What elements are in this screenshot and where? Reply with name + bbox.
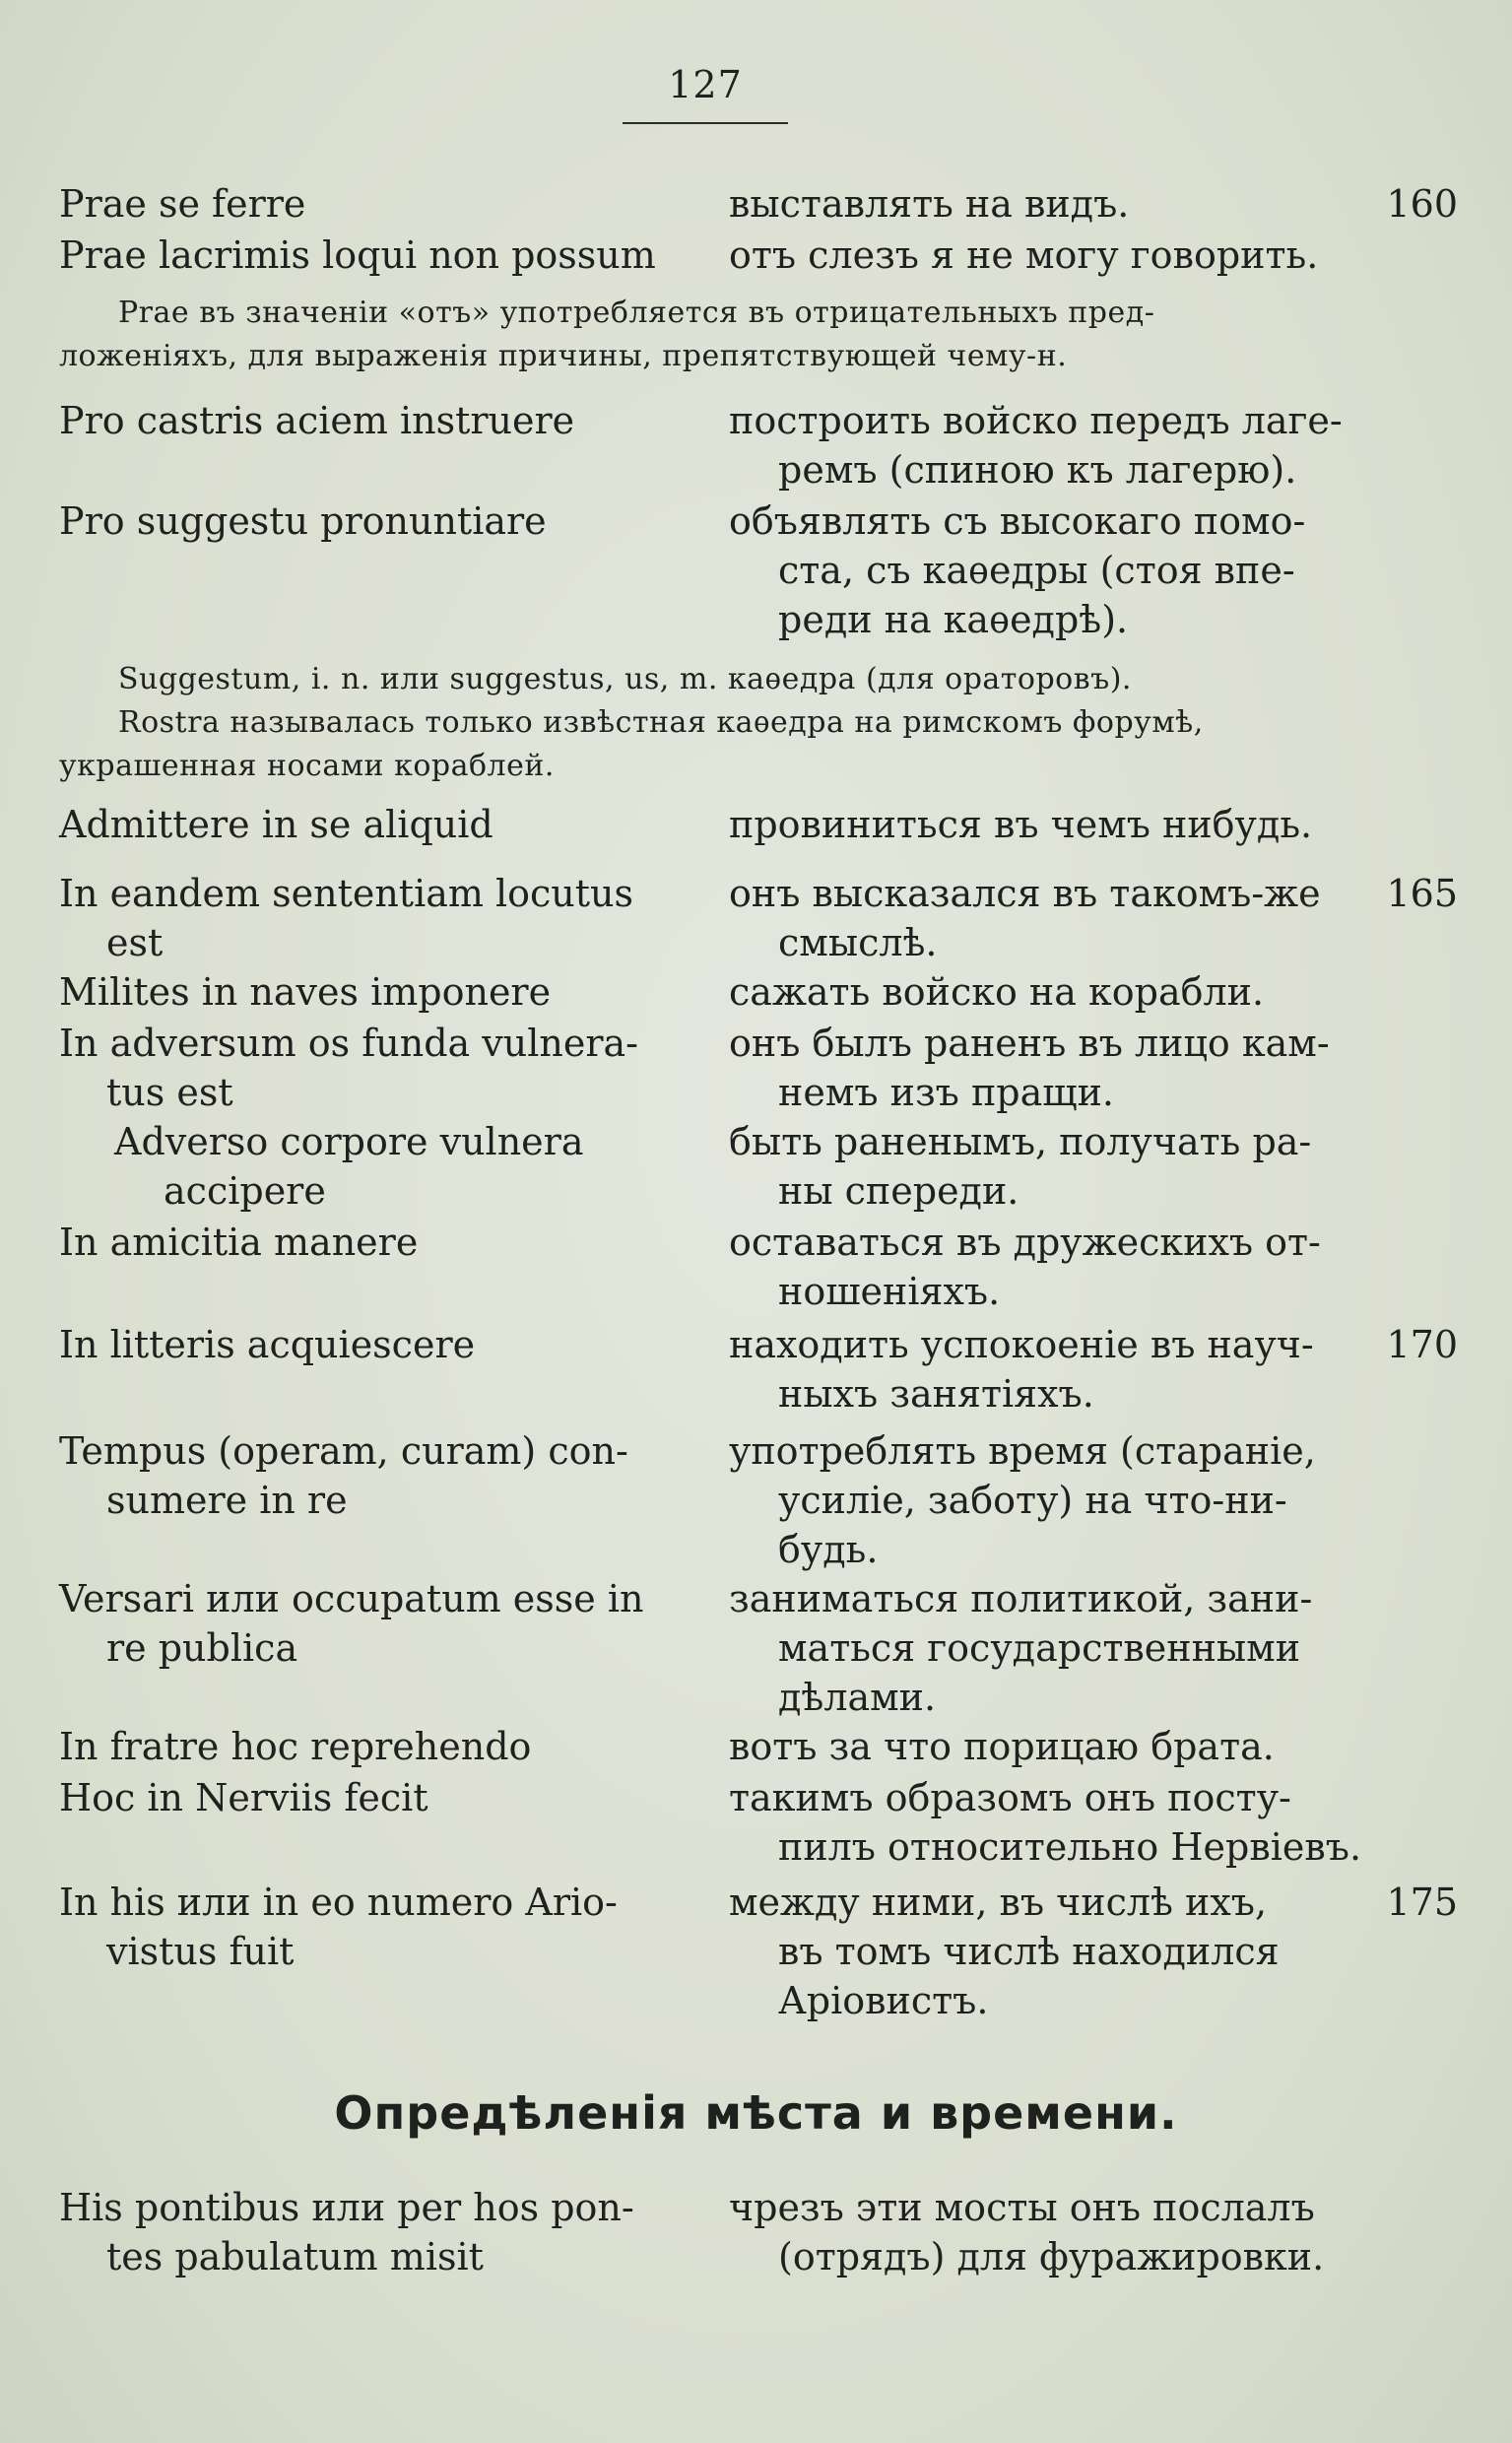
russian-translation <box>729 2183 1409 2281</box>
russian-line: ста, съ каѳедры (стоя впе- <box>778 549 1295 592</box>
russian-line: будь. <box>778 1528 879 1571</box>
latin-line: sumere in re <box>106 1479 348 1522</box>
russian-translation <box>729 1320 1409 1419</box>
latin-phrase <box>59 1722 690 1771</box>
latin-phrase <box>59 496 690 546</box>
russian-line: немъ изъ пращи. <box>778 1071 1114 1114</box>
latin-line: Milites in naves imponere <box>59 970 552 1014</box>
latin-line: Tempus (operam, curam) con- <box>59 1429 628 1473</box>
russian-translation <box>729 179 1409 229</box>
russian-line: провиниться въ чемъ нибудь. <box>729 803 1313 846</box>
note-line: Prae въ значенiи «отъ» употребляется въ отрицательныхъ пред- <box>118 296 1155 330</box>
latin-phrase <box>59 869 690 967</box>
russian-line: заниматься политикой, зани- <box>729 1577 1313 1620</box>
russian-line: такимъ образомъ онъ посту- <box>729 1776 1291 1819</box>
explanatory-note <box>59 292 1349 378</box>
russian-line: (отрядъ) для фуражировки. <box>778 2235 1325 2278</box>
russian-translation <box>729 1426 1409 1574</box>
line-number: 165 <box>1386 872 1458 915</box>
russian-line: объявлять съ высокаго помо- <box>729 499 1306 543</box>
russian-line: сажать войско на корабли. <box>729 970 1265 1014</box>
russian-line: ремъ (спиною къ лагерю). <box>778 448 1297 492</box>
russian-translation <box>729 1722 1409 1771</box>
russian-translation <box>729 1773 1409 1872</box>
russian-line: пилъ относительно Нервiевъ. <box>778 1825 1362 1869</box>
russian-translation <box>729 496 1409 644</box>
russian-line: ношенiяхъ. <box>778 1270 1001 1313</box>
latin-phrase <box>59 1574 690 1673</box>
line-number: 160 <box>1386 182 1458 226</box>
russian-line: оставаться въ дружескихъ от- <box>729 1221 1321 1264</box>
russian-line: ныхъ занятiяхъ. <box>778 1372 1094 1416</box>
latin-line: Admittere in se aliquid <box>59 803 493 846</box>
latin-phrase <box>59 1117 690 1216</box>
note-line: Suggestum, i. n. или suggestus, us, m. каѳедра (для ораторовъ). <box>118 662 1132 696</box>
line-number: 175 <box>1386 1881 1458 1924</box>
russian-translation <box>729 967 1409 1017</box>
latin-line: est <box>106 921 164 964</box>
russian-line: чрезъ эти мосты онъ послалъ <box>729 2186 1315 2229</box>
russian-translation <box>729 1218 1409 1316</box>
latin-line: tus est <box>106 1071 233 1114</box>
russian-line: выставлять на видъ. <box>729 182 1130 226</box>
russian-translation <box>729 1019 1409 1117</box>
russian-line: маться государственными <box>778 1626 1301 1670</box>
latin-line: In fratre hoc reprehendo <box>59 1725 532 1768</box>
note-line: ложенiяхъ, для выраженiя причины, препятствующей чему-н. <box>59 339 1068 373</box>
russian-line: построить войско передъ лаге- <box>729 399 1343 442</box>
latin-phrase <box>59 179 690 229</box>
latin-line: In his или in eo numero Ario- <box>59 1881 618 1924</box>
latin-phrase <box>59 2183 690 2281</box>
russian-line: быть раненымъ, получать ра- <box>729 1120 1312 1163</box>
russian-translation <box>729 231 1409 280</box>
russian-translation <box>729 869 1409 967</box>
latin-line: Prae lacrimis loqui non possum <box>59 233 656 277</box>
russian-translation <box>729 1574 1409 1722</box>
russian-line: отъ слезъ я не могу говорить. <box>729 233 1319 277</box>
section-heading: Опредѣленiя мѣста и времени. <box>334 2086 1178 2140</box>
explanatory-note <box>59 658 1349 788</box>
latin-line: Pro castris aciem instruere <box>59 399 575 442</box>
russian-line: онъ былъ раненъ въ лицо кам- <box>729 1022 1330 1065</box>
latin-line: re publica <box>106 1626 298 1670</box>
russian-line: въ томъ числѣ находился <box>778 1930 1280 1973</box>
russian-translation <box>729 800 1409 849</box>
latin-line: In eandem sententiam locutus <box>59 872 634 915</box>
latin-phrase <box>59 396 690 445</box>
russian-line: смыслѣ. <box>778 921 938 964</box>
latin-line: Versari или occupatum esse in <box>59 1577 644 1620</box>
russian-line: дѣлами. <box>778 1676 937 1719</box>
latin-line: In amicitia manere <box>59 1221 419 1264</box>
russian-line: находить успокоенiе въ науч- <box>729 1323 1314 1366</box>
latin-phrase <box>59 1426 690 1525</box>
latin-line: His pontibus или per hos pon- <box>59 2186 634 2229</box>
page-number: 127 <box>668 63 743 106</box>
russian-line: употреблять время (старанiе, <box>729 1429 1316 1473</box>
latin-phrase <box>59 1218 690 1267</box>
russian-line: усилiе, заботу) на что-ни- <box>778 1479 1287 1522</box>
russian-translation <box>729 396 1409 495</box>
latin-line: accipere <box>164 1169 326 1213</box>
page-number-rule <box>623 122 788 124</box>
latin-phrase <box>59 967 690 1017</box>
latin-phrase <box>59 1320 690 1369</box>
latin-phrase <box>59 231 690 280</box>
note-line: Rostra называлась только извѣстная каѳедра на римскомъ форумѣ, <box>118 705 1204 740</box>
latin-line: In adversum os funda vulnera- <box>59 1022 638 1065</box>
latin-line: Pro suggestu pronuntiare <box>59 499 547 543</box>
latin-phrase <box>59 1773 690 1822</box>
latin-line: In litteris acquiescere <box>59 1323 476 1366</box>
latin-line: vistus fuit <box>106 1930 295 1973</box>
latin-line: Prae se ferre <box>59 182 306 226</box>
russian-line: реди на каѳедрѣ). <box>778 598 1129 641</box>
russian-line: вотъ за что порицаю брата. <box>729 1725 1275 1768</box>
line-number: 170 <box>1386 1323 1458 1366</box>
russian-translation <box>729 1878 1409 2025</box>
latin-phrase <box>59 1878 690 1976</box>
russian-line: между ними, въ числѣ ихъ, <box>729 1881 1268 1924</box>
latin-phrase <box>59 800 690 849</box>
russian-line: ны спереди. <box>778 1169 1019 1213</box>
latin-line: Adverso corpore vulnera <box>114 1120 584 1163</box>
russian-line: онъ высказался въ такомъ-же <box>729 872 1321 915</box>
russian-translation <box>729 1117 1409 1216</box>
latin-line: Hoc in Nerviis fecit <box>59 1776 428 1819</box>
latin-line: tes pabulatum misit <box>106 2235 484 2278</box>
russian-line: Арiовистъ. <box>778 1979 989 2022</box>
note-line: украшенная носами кораблей. <box>59 749 555 783</box>
latin-phrase <box>59 1019 690 1117</box>
